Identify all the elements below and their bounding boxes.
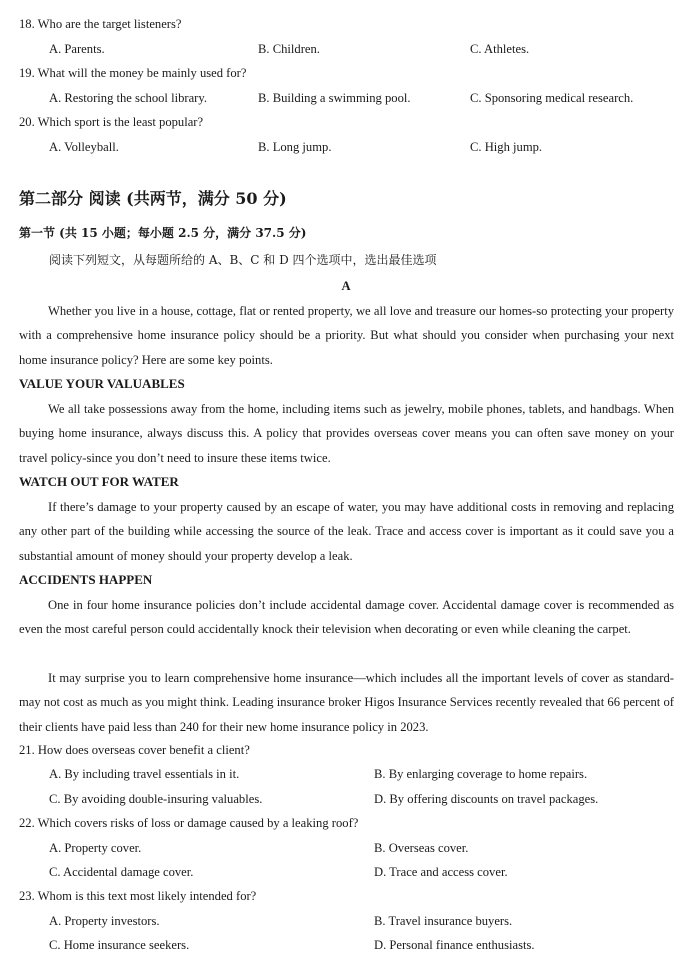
question-21-option-c: C. By avoiding double-insuring valuables. <box>49 792 263 806</box>
passage-paragraph-1: We all take possessions away from the home, including items such as jewelry, mobile phones, tablets, and handbags. When buying home insurance, always discuss this. A policy that provides overseas cover means you can often save money on your travel policy-since you don’t need to insure these items twice. <box>19 402 674 465</box>
question-21-stem: 21. How does overseas cover benefit a client? <box>19 743 250 757</box>
question-23-stem: 23. Whom is this text most likely intended for? <box>19 889 257 903</box>
heading-value-your-valuables: VALUE YOUR VALUABLES <box>19 376 185 391</box>
question-19-option-c: C. Sponsoring medical research. <box>470 91 634 105</box>
question-22-option-d: D. Trace and access cover. <box>374 865 508 879</box>
instruction: 阅读下列短文，从每题所给的 A、B、C 和 D 四个选项中，选出最佳选项 <box>49 253 437 267</box>
passage-label: A <box>341 279 351 293</box>
section-title: 第一节 (共 15 小题；每小题 2.5 分，满分 37.5 分) <box>19 226 307 240</box>
question-23-option-c: C. Home insurance seekers. <box>49 938 190 952</box>
passage-paragraph-3: One in four home insurance policies don’t include accidental damage cover. Accidental damage cover is recommended as even the most careful person could accidentally knock their television when decorating or even while cleaning the carpet. <box>19 598 674 637</box>
passage-paragraph-4: It may surprise you to learn comprehensive home insurance—which includes all the important levels of cover as standard-may not cost as much as you might think. Leading insurance broker Higos Insurance Services recently revealed that 66 percent of their clients have paid less than 240 for their new home insurance policy in 2023. <box>19 671 674 734</box>
passage-intro: Whether you live in a house, cottage, flat or rented property, we all love and treasure our homes-so protecting your property with a comprehensive home insurance policy should be a priority. But what should you consider when purchasing your next home insurance policy? Here are some key points. <box>19 304 674 367</box>
question-20-stem: 20. Which sport is the least popular? <box>19 115 204 129</box>
question-19-option-a: A. Restoring the school library. <box>49 91 207 105</box>
heading-accidents-happen: ACCIDENTS HAPPEN <box>19 572 153 587</box>
question-18-option-c: C. Athletes. <box>470 42 530 56</box>
question-18-stem: 18. Who are the target listeners? <box>19 17 182 31</box>
question-22-option-c: C. Accidental damage cover. <box>49 865 194 879</box>
question-18-option-a: A. Parents. <box>49 42 105 56</box>
question-18-option-b: B. Children. <box>258 42 320 56</box>
question-21-option-a: A. By including travel essentials in it. <box>49 767 240 781</box>
part-title: 第二部分 阅读 (共两节，满分 50 分) <box>19 189 287 208</box>
question-20-option-a: A. Volleyball. <box>49 140 119 154</box>
question-20-option-c: C. High jump. <box>470 140 543 154</box>
question-22-stem: 22. Which covers risks of loss or damage caused by a leaking roof? <box>19 816 359 830</box>
question-21-option-b: B. By enlarging coverage to home repairs. <box>374 767 588 781</box>
question-22-option-b: B. Overseas cover. <box>374 841 469 855</box>
heading-watch-out-for-water: WATCH OUT FOR WATER <box>19 474 179 489</box>
passage-paragraph-2: If there’s damage to your property caused by an escape of water, you may have additional costs in removing and replacing any other part of the building while accessing the source of the leak. Trace and access cover is important as it could save you a substantial amount of money should your property develop a leak. <box>19 500 674 563</box>
question-20-option-b: B. Long jump. <box>258 140 332 154</box>
question-23-option-a: A. Property investors. <box>49 914 160 928</box>
question-19-option-b: B. Building a swimming pool. <box>258 91 411 105</box>
question-19-stem: 19. What will the money be mainly used for? <box>19 66 247 80</box>
question-23-option-d: D. Personal finance enthusiasts. <box>374 938 535 952</box>
question-23-option-b: B. Travel insurance buyers. <box>374 914 513 928</box>
question-22-option-a: A. Property cover. <box>49 841 142 855</box>
question-21-option-d: D. By offering discounts on travel packages. <box>374 792 599 806</box>
